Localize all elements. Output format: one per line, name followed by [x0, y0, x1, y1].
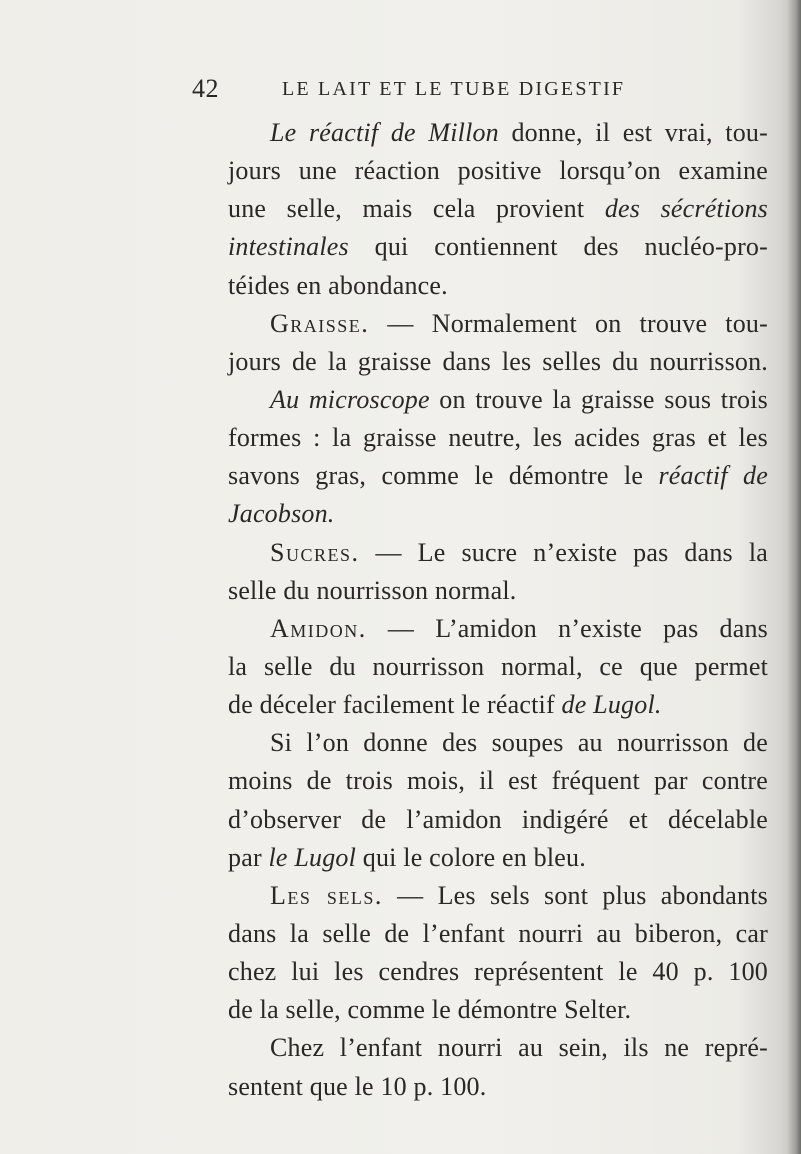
- page-number: 42: [192, 74, 219, 103]
- text-run: savons gras, comme le démontre le: [228, 461, 659, 491]
- page-header: [192, 74, 752, 108]
- text-run: — Les sels sont plus abondants: [382, 880, 768, 910]
- section-heading-amidon: Amidon.: [270, 613, 367, 643]
- italic-text: le Lugol: [268, 842, 357, 872]
- text-line: [228, 190, 768, 228]
- text-line: Si l’on donne des soupes au nourrisson de: [270, 728, 768, 758]
- text-line: [228, 457, 768, 495]
- text-line: [228, 877, 768, 915]
- text-run: donne, il est vrai, tou-: [498, 118, 768, 147]
- italic-text: des sécrétions: [604, 194, 768, 224]
- italic-text: Le réactif de Millon: [270, 118, 499, 147]
- text-line: [228, 228, 768, 266]
- italic-text: Jacobson.: [228, 499, 335, 529]
- text-line: [228, 114, 768, 152]
- text-line: chez lui les cendres représentent le 40 p. 100: [228, 957, 768, 987]
- text-run: qui le colore en bleu.: [356, 842, 586, 872]
- italic-text: réactif de: [658, 461, 768, 491]
- text-line: [228, 381, 768, 419]
- text-line: moins de trois mois, il est fréquent par contre: [228, 766, 768, 796]
- page-body: [228, 114, 768, 1106]
- page-edge-shadow: [787, 0, 801, 1154]
- text-line: de la selle, comme le démontre Selter.: [228, 995, 632, 1025]
- text-run: — Normalement on trouve tou-: [369, 308, 768, 338]
- text-line: jours une réaction positive lorsqu’on examine: [228, 156, 768, 186]
- section-heading-sucres: Sucres.: [270, 537, 360, 567]
- italic-text: intestinales: [228, 232, 349, 262]
- section-heading-graisse: Graisse.: [270, 308, 370, 338]
- text-run: une selle, mais cela provient: [228, 194, 605, 224]
- italic-text: de Lugol.: [561, 690, 662, 720]
- text-run: qui contiennent des nucléo-pro-: [348, 232, 768, 262]
- text-run: — Le sucre n’existe pas dans la: [359, 537, 768, 567]
- running-title: LE LAIT ET LE TUBE DIGESTIF: [282, 78, 626, 100]
- text-line: [228, 495, 768, 533]
- text-line: [228, 305, 768, 343]
- text-line: jours de la graisse dans les selles du nourrisson.: [228, 346, 768, 376]
- text-line: [228, 839, 768, 877]
- section-heading-les-sels: Les sels.: [270, 880, 383, 910]
- text-run: — L’amidon n’existe pas dans: [366, 613, 768, 643]
- text-run: on trouve la graisse sous trois: [429, 384, 768, 414]
- text-line: [228, 610, 768, 648]
- text-line: d’observer de l’amidon indigéré et décelable: [228, 804, 768, 834]
- text-line: téides en abondance.: [228, 270, 448, 300]
- text-line: [228, 686, 768, 724]
- text-line: formes : la graisse neutre, les acides gras et les: [228, 423, 768, 453]
- italic-text: Au microscope: [270, 384, 430, 414]
- text-line: dans la selle de l’enfant nourri au biberon, car: [228, 918, 768, 948]
- text-line: la selle du nourrisson normal, ce que permet: [228, 651, 768, 681]
- text-line: Chez l’enfant nourri au sein, ils ne repré-: [270, 1033, 768, 1063]
- text-run: par: [228, 842, 269, 872]
- text-line: selle du nourrisson normal.: [228, 575, 517, 605]
- text-line: sentent que le 10 p. 100.: [228, 1071, 487, 1101]
- text-line: [228, 534, 768, 572]
- text-run: de déceler facilement le réactif: [228, 690, 562, 720]
